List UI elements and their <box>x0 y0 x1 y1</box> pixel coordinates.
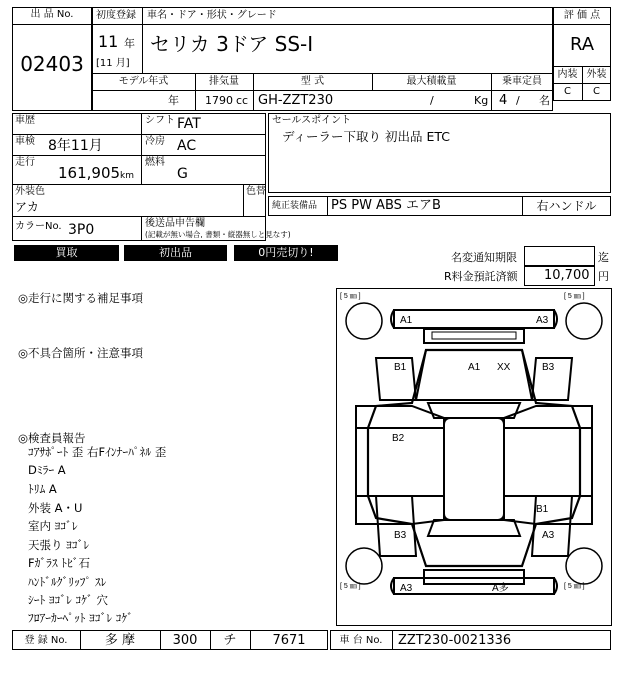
repaint-label: 色替 <box>246 186 266 197</box>
name-change-unit: 迄 <box>598 251 609 264</box>
lot-label: 出 品 No. <box>30 9 74 20</box>
capacity-sep: / <box>516 94 520 107</box>
damage-code: B3 <box>394 530 407 541</box>
reg-class: 300 <box>172 633 198 648</box>
color-no-label: カラーNo. <box>15 221 62 232</box>
handle-value: 右ハンドル <box>536 199 597 213</box>
documents-label: 後送品申告欄 <box>145 218 205 229</box>
vehicle-label: 車名・ドア・形状・グレード <box>147 10 277 21</box>
interior-label: 内装 <box>557 69 578 80</box>
mileage-unit: km <box>120 171 134 181</box>
reg-area: 多 摩 <box>104 633 136 648</box>
max-load-unit: Kg <box>474 94 489 107</box>
damage-code: B3 <box>542 362 555 373</box>
zero-yen-badge: 0円売切り! <box>234 245 338 261</box>
damage-code: A1 <box>400 315 413 326</box>
first-reg-label: 初度登録 <box>96 10 136 21</box>
name-change-label: 名変通知期限 <box>451 251 517 264</box>
model-year-unit: 年 <box>168 94 179 107</box>
remark-line: ﾌﾛｱｰｶｰﾍﾟｯﾄ ﾖｺﾞﾚ ｺｹﾞ <box>28 611 134 625</box>
model-label: 型 式 <box>300 76 325 87</box>
sales-point-label: セールスポイント <box>272 115 352 126</box>
genuine-equip-label: 純正装備品 <box>272 201 318 211</box>
inspector-report-label: ◎検査員報告 <box>18 431 86 445</box>
inspection-label: 車検 <box>15 136 35 147</box>
exterior-grade: C <box>593 86 600 97</box>
capacity-value: 4 <box>499 93 508 108</box>
displacement-label: 排気量 <box>209 76 239 87</box>
remark-line: Fｶﾞﾗｽ ﾄﾋﾞ石 <box>28 556 91 570</box>
tire-label: [ 5 ㎜ ] <box>340 583 361 590</box>
sales-point-value: ディーラー下取り 初出品 ETC <box>282 129 450 144</box>
model-code: GH-ZZT230 <box>258 93 334 108</box>
max-load-label: 最大積載量 <box>406 76 457 87</box>
remark-line: ｺｱｻﾎﾟｰﾄ 歪 右Fｲﾝﾅｰﾊﾟﾈﾙ 歪 <box>28 445 167 459</box>
damage-code: A3 <box>542 530 555 541</box>
name-change-box <box>524 246 595 266</box>
fuel-value: G <box>177 166 188 182</box>
driving-notes-label: ◎走行に関する補足事項 <box>18 291 144 305</box>
tire-front-right <box>566 303 602 339</box>
score-value: RA <box>569 34 595 55</box>
displacement-unit: cc <box>236 94 249 107</box>
remark-line: Dﾐﾗｰ A <box>28 463 66 477</box>
mileage-label: 走行 <box>15 157 35 168</box>
fuel-label: 燃料 <box>145 157 165 168</box>
reg-number: 7671 <box>272 633 306 648</box>
genuine-equip-value: PS PW ABS エアB <box>331 198 441 213</box>
tire-rear-right <box>566 548 602 584</box>
damage-code: A3 <box>400 583 413 594</box>
remark-line: 室内 ﾖｺﾞﾚ <box>28 519 78 533</box>
ext-color-label: 外装色 <box>15 186 45 197</box>
tire-front-left <box>346 303 382 339</box>
inspection-value: 8年11月 <box>48 138 103 154</box>
recycle-value: 10,700 <box>544 268 590 283</box>
damage-code: A3 <box>536 315 549 326</box>
exterior-label: 外装 <box>586 69 607 80</box>
shift-value: FAT <box>177 116 201 132</box>
reg-label: 登 録 No. <box>24 635 68 646</box>
reg-kana: チ <box>223 633 237 648</box>
ac-label: 冷房 <box>145 136 165 147</box>
history-label: 車歴 <box>15 115 35 126</box>
model-year-label: モデル年式 <box>118 76 169 87</box>
damage-code: XX <box>497 362 511 373</box>
first-listing-badge: 初出品 <box>124 245 227 261</box>
ac-value: AC <box>177 138 197 154</box>
displacement-value: 1790 <box>205 94 233 107</box>
tire-label: [ 5 ㎜ ] <box>564 583 585 590</box>
remark-line: ﾊﾝﾄﾞﾙｸﾞﾘｯﾌﾟ ｽﾚ <box>28 575 107 589</box>
first-reg-month: [11 月] <box>96 58 130 69</box>
front-bumper <box>391 310 557 328</box>
documents-note: (記載が無い場合, 書類・縦器無しと見なす) <box>145 230 291 239</box>
vehicle-name: セリカ 3ドア SS-I <box>150 32 314 56</box>
tire-rear-left <box>346 548 382 584</box>
damage-code: B2 <box>392 433 405 444</box>
year-unit: 年 <box>124 37 135 50</box>
damage-code: A多 <box>492 583 509 594</box>
buy-badge: 買取 <box>14 245 119 261</box>
capacity-label: 乗車定員 <box>502 76 542 87</box>
damage-code: B1 <box>536 504 549 515</box>
ext-color-value: アカ <box>15 200 39 214</box>
tire-label: [ 5 ㎜ ] <box>340 293 361 300</box>
mileage-value: 161,905 <box>58 164 121 182</box>
remark-line: ｼｰﾄ ﾖｺﾞﾚ ｺｹﾞ 穴 <box>28 593 108 607</box>
lot-number: 02403 <box>20 52 84 76</box>
interior-grade: C <box>564 86 571 97</box>
color-no-value: 3P0 <box>68 222 95 238</box>
damage-code: B1 <box>394 362 407 373</box>
remark-line: 外装 A・U <box>28 501 83 515</box>
remark-line: 天張り ﾖｺﾞﾚ <box>28 538 90 552</box>
chassis-value: ZZT230-0021336 <box>398 633 512 648</box>
score-label: 評 価 点 <box>563 10 601 21</box>
chassis-label: 車 台 No. <box>339 635 383 646</box>
capacity-unit: 名 <box>539 94 550 107</box>
max-load-sep: / <box>430 94 434 107</box>
remark-line: ﾄﾘﾑ A <box>28 482 57 496</box>
recycle-label: R料金預託済额 <box>444 270 518 283</box>
tire-label: [ 5 ㎜ ] <box>564 293 585 300</box>
shift-label: シフト <box>145 115 175 126</box>
rear-bumper <box>391 578 557 594</box>
first-reg-year: 11 <box>98 32 119 51</box>
defects-label: ◎不具合箇所・注意事項 <box>18 346 144 360</box>
car-damage-diagram <box>336 288 612 626</box>
recycle-unit: 円 <box>598 270 609 283</box>
damage-code: A1 <box>468 362 481 373</box>
